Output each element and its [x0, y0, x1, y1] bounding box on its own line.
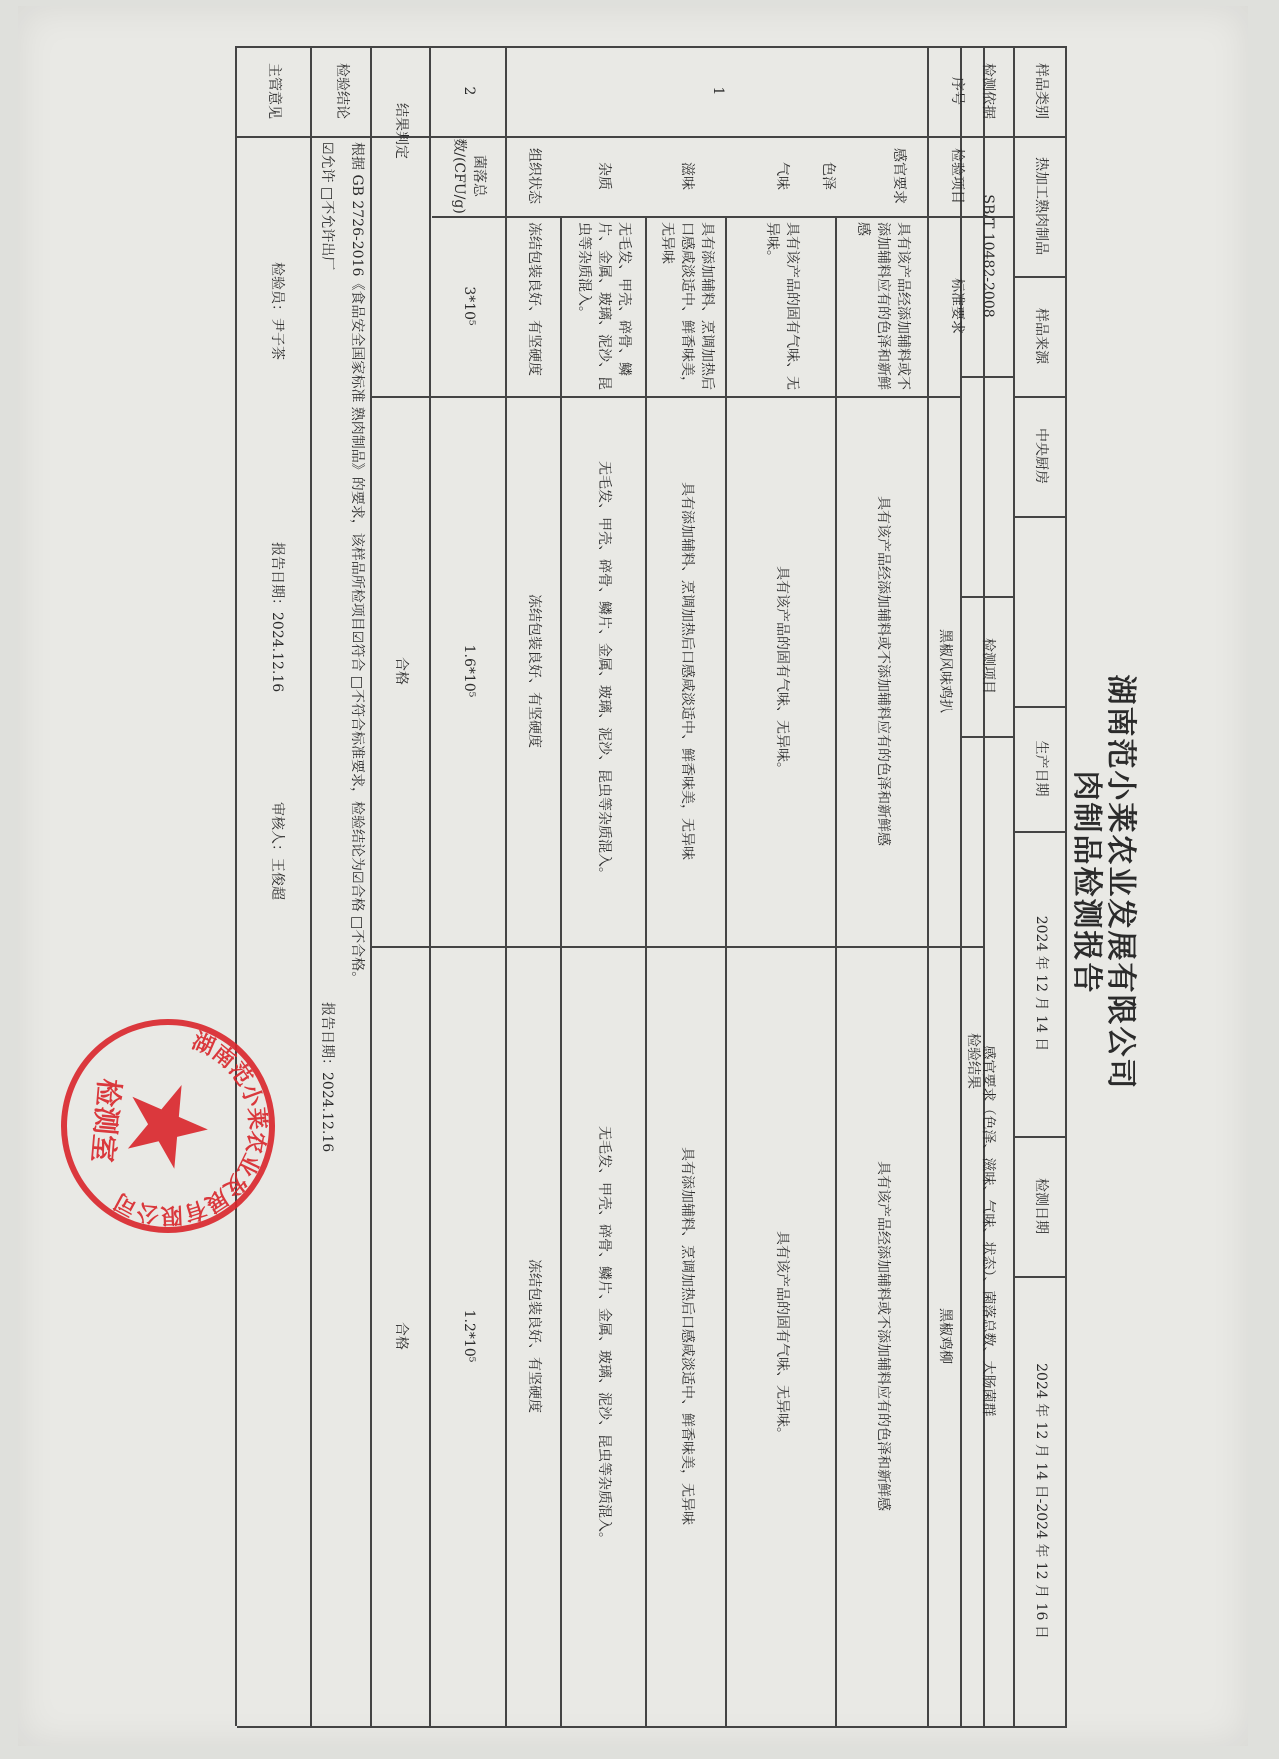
smell-result-a: 具有该产品的固有气味、无异味。 — [774, 566, 790, 776]
texture-result-a: 冻结包装良好、有坚硬度 — [526, 594, 543, 748]
col-result-header: 检验结果 — [965, 1033, 982, 1089]
sample-source-value: 中央厨房 — [1033, 428, 1049, 484]
company-name: 湖南范小莱农业发展有限公司 — [1103, 674, 1138, 1091]
basis-value: SB/T 10482-2008 — [980, 194, 997, 318]
sensory-group-label: 感官要求 — [891, 148, 907, 204]
judgement-value-a: 合格 — [393, 657, 410, 685]
conclusion-label: 检验结论 — [334, 63, 350, 119]
color-standard: 具有该产品经添加辅料或不添加辅料应有的色泽和新鲜感 — [855, 222, 911, 390]
smell-standard: 具有该产品的固有气味、无异味。 — [764, 222, 800, 390]
taste-result-a: 具有添加辅料、烹调加热后口感咸淡适中、鲜香味美，无异味 — [679, 482, 695, 860]
sample-category-value: 热加工熟肉制品 — [1033, 157, 1049, 255]
colony-item: 菌落总数/(CFU/g) — [451, 138, 487, 214]
taste-item: 滋味 — [679, 162, 695, 190]
basis-label: 检测依据 — [980, 63, 997, 119]
conclusion-report-date: 报告日期：2024.12.16 — [319, 1002, 335, 1153]
color-result-b: 具有该产品经添加辅料或不添加辅料应有的色泽和新鲜感 — [875, 1161, 891, 1511]
test-items-value: 感官要求（色泽、滋味、气味、状态）、菌落总数、大肠菌群 — [980, 1045, 997, 1417]
judgement-label: 结果判定 — [393, 103, 410, 159]
reviewer: 审核人：王俊超 — [269, 802, 285, 900]
impurity-standard: 无毛发、甲壳、碎骨、鳞片、金属、玻璃、泥沙、昆虫等杂质混入。 — [576, 222, 633, 390]
color-item: 色泽 — [820, 162, 836, 190]
col-no-header: 序号 — [949, 77, 965, 105]
release-status: ☑允许 □不允许出厂 — [319, 142, 335, 271]
judgement-value-b: 合格 — [393, 1322, 410, 1350]
impurity-item: 杂质 — [596, 162, 613, 190]
report-paper — [18, 6, 1248, 1746]
taste-result-b: 具有添加辅料、烹调加热后口感咸淡适中、鲜香味美，无异味 — [679, 1147, 695, 1525]
smell-item: 气味 — [774, 162, 790, 190]
row1-no: 1 — [710, 86, 726, 96]
texture-standard: 冻结包装良好、有坚硬度 — [526, 222, 543, 376]
report-name: 肉制品检测报告 — [1069, 770, 1104, 995]
col-product-a-header: 黑椒风味鸡扒 — [937, 629, 954, 713]
inspector: 检验员：尹子茶 — [269, 262, 285, 360]
sample-source-label: 样品来源 — [1033, 308, 1049, 364]
seal-ring-text: 湖南范小莱农业发展有限公司 — [110, 1028, 270, 1228]
colony-standard: 3*10⁵ — [461, 286, 477, 326]
conclusion-text: 根据 GB 2726-2016《食品安全国家标准 熟肉制品》的要求，该样品所检项目☑符合 □不符合标准要求，检验结论为☑合格 □不合格。 — [349, 142, 365, 986]
report-date: 报告日期：2024.12.16 — [269, 542, 285, 693]
production-date-label: 生产日期 — [1033, 740, 1049, 797]
colony-result-a: 1.6*10⁵ — [461, 644, 477, 698]
sample-category-label: 样品类别 — [1033, 63, 1049, 119]
test-items-label: 检测项目 — [980, 638, 997, 694]
texture-item: 组织状态 — [526, 148, 543, 204]
seal-center-text: 检测室 — [85, 1077, 126, 1164]
col-standard-header: 标准要求 — [949, 278, 965, 334]
texture-result-b: 冻结包装良好、有坚硬度 — [526, 1259, 543, 1413]
taste-standard: 具有添加辅料、烹调加热后口感咸淡适中、鲜香味美，无异味 — [659, 222, 715, 390]
col-item-header: 检验项目 — [949, 148, 965, 204]
production-date-value: 2024 年 12 月 14 日 — [1033, 915, 1049, 1052]
test-date-label: 检测日期 — [1033, 1178, 1049, 1234]
colony-result-b: 1.2*10⁵ — [461, 1309, 477, 1363]
col-product-b-header: 黑椒鸡柳 — [937, 1308, 954, 1364]
impurity-result-a: 无毛发、甲壳、碎骨、鳞片、金属、玻璃、泥沙、昆虫等杂质混入。 — [596, 461, 613, 881]
report-document — [18, 6, 1279, 1759]
impurity-result-b: 无毛发、甲壳、碎骨、鳞片、金属、玻璃、泥沙、昆虫等杂质混入。 — [596, 1126, 613, 1546]
smell-result-b: 具有该产品的固有气味、无异味。 — [774, 1231, 790, 1441]
color-result-a: 具有该产品经添加辅料或不添加辅料应有的色泽和新鲜感 — [875, 496, 891, 846]
supervisor-label: 主管意见 — [266, 63, 283, 119]
test-date-value: 2024 年 12 月 14 日-2024 年 12 月 16 日 — [1033, 1363, 1049, 1639]
row2-no: 2 — [461, 86, 477, 96]
